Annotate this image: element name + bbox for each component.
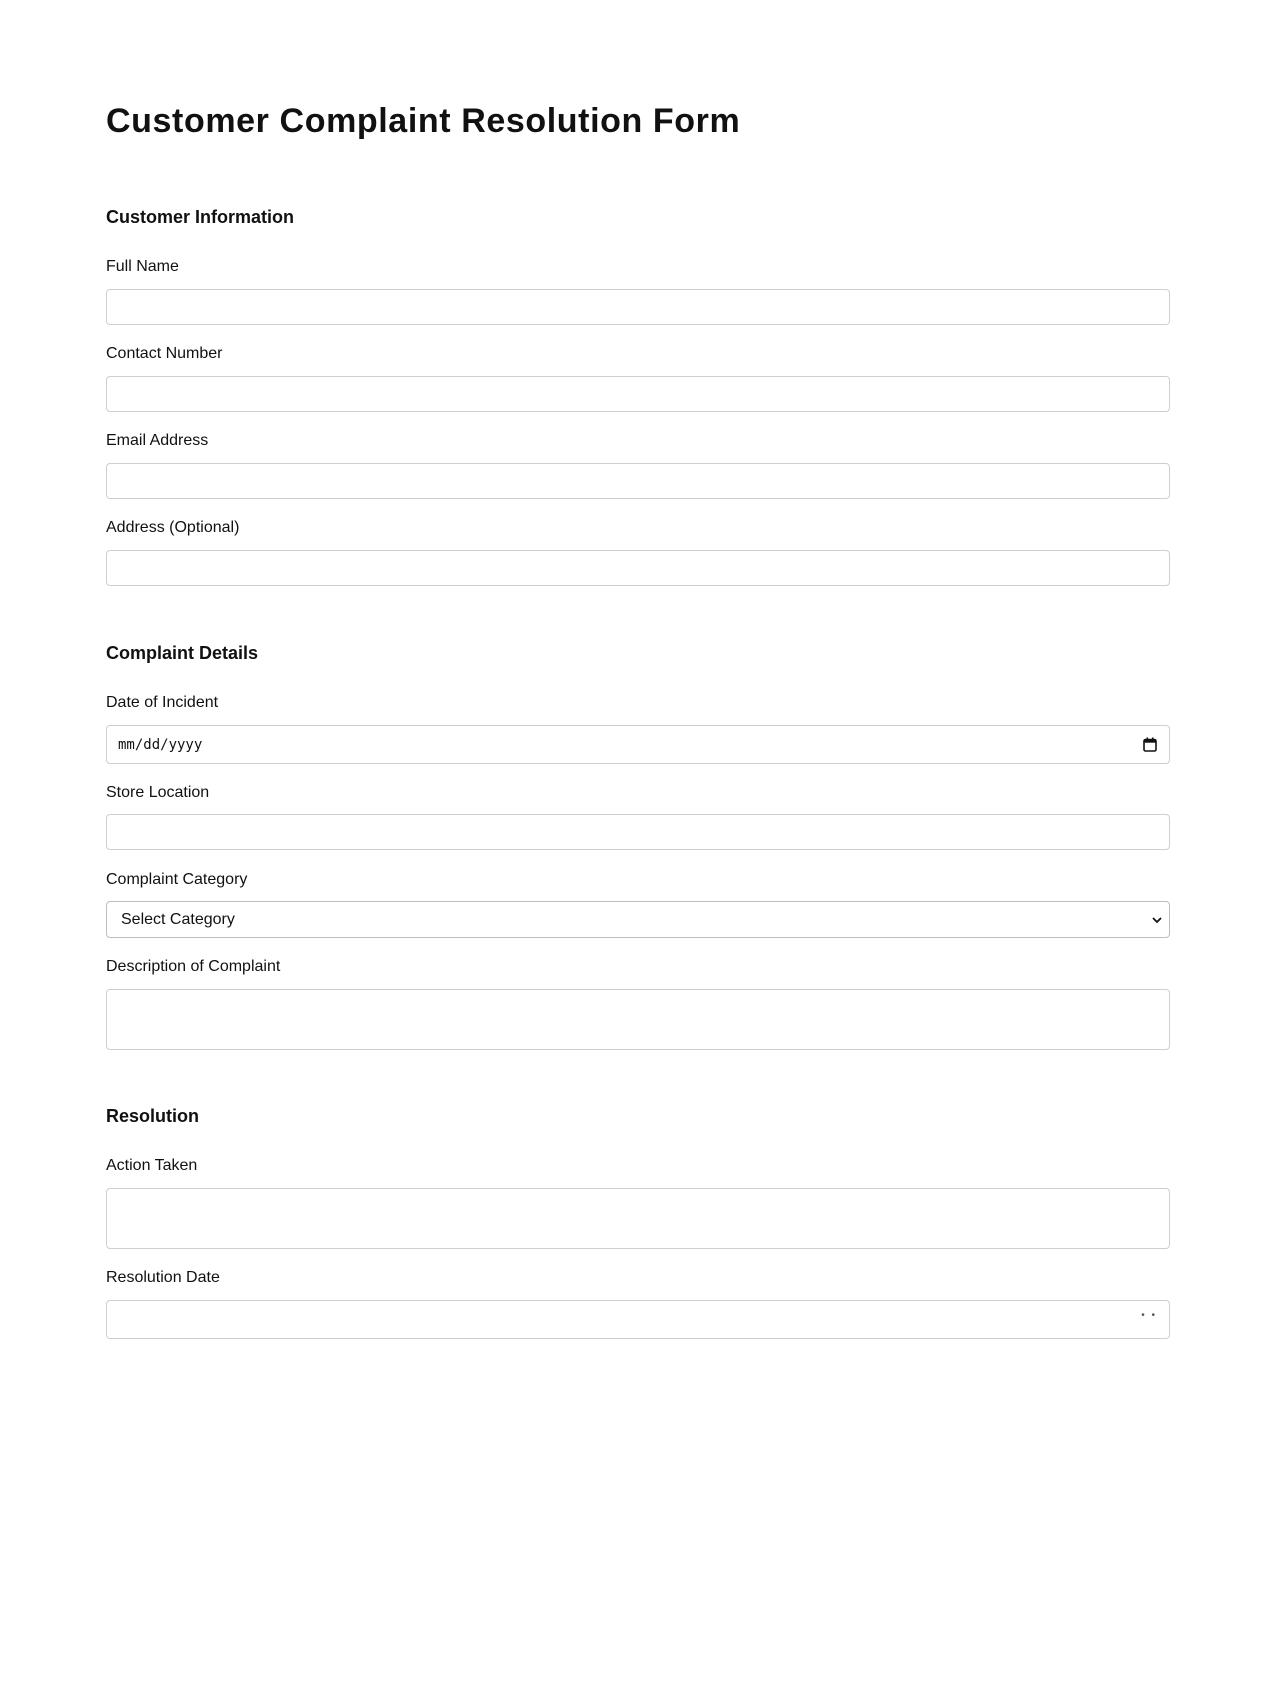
contact-number-label: Contact Number: [106, 345, 223, 362]
resolution-date-input[interactable]: [106, 1300, 1170, 1339]
full-name-input[interactable]: [106, 289, 1170, 325]
calendar-icon[interactable]: [1143, 737, 1157, 752]
full-name-label: Full Name: [106, 258, 179, 275]
store-location-label: Store Location: [106, 784, 210, 801]
address-input[interactable]: [106, 550, 1170, 586]
description-textarea[interactable]: [106, 989, 1170, 1050]
action-taken-textarea[interactable]: [106, 1188, 1170, 1249]
action-taken-label: Action Taken: [106, 1157, 198, 1174]
store-location-input[interactable]: [106, 814, 1170, 850]
section-title-complaint-details: Complaint Details: [106, 643, 259, 663]
complaint-category-value: Select Category: [121, 910, 235, 928]
date-of-incident-label: Date of Incident: [106, 694, 219, 711]
chevron-down-icon: [1151, 916, 1163, 924]
page-title: Customer Complaint Resolution Form: [106, 102, 741, 140]
section-title-customer-information: Customer Information: [106, 207, 295, 227]
contact-number-input[interactable]: [106, 376, 1170, 412]
address-label: Address (Optional): [106, 519, 240, 536]
email-address-label: Email Address: [106, 432, 209, 449]
section-title-resolution: Resolution: [106, 1106, 199, 1126]
resolution-date-clip: [106, 1300, 1170, 1321]
date-of-incident-input[interactable]: [106, 725, 1170, 764]
email-address-input[interactable]: [106, 463, 1170, 499]
calendar-icon: • •: [1141, 1310, 1157, 1321]
date-placeholder: mm/dd/yyyy: [118, 736, 203, 753]
description-label: Description of Complaint: [106, 958, 281, 975]
resolution-date-label: Resolution Date: [106, 1269, 220, 1286]
complaint-category-select[interactable]: [106, 901, 1170, 938]
complaint-category-label: Complaint Category: [106, 871, 248, 888]
